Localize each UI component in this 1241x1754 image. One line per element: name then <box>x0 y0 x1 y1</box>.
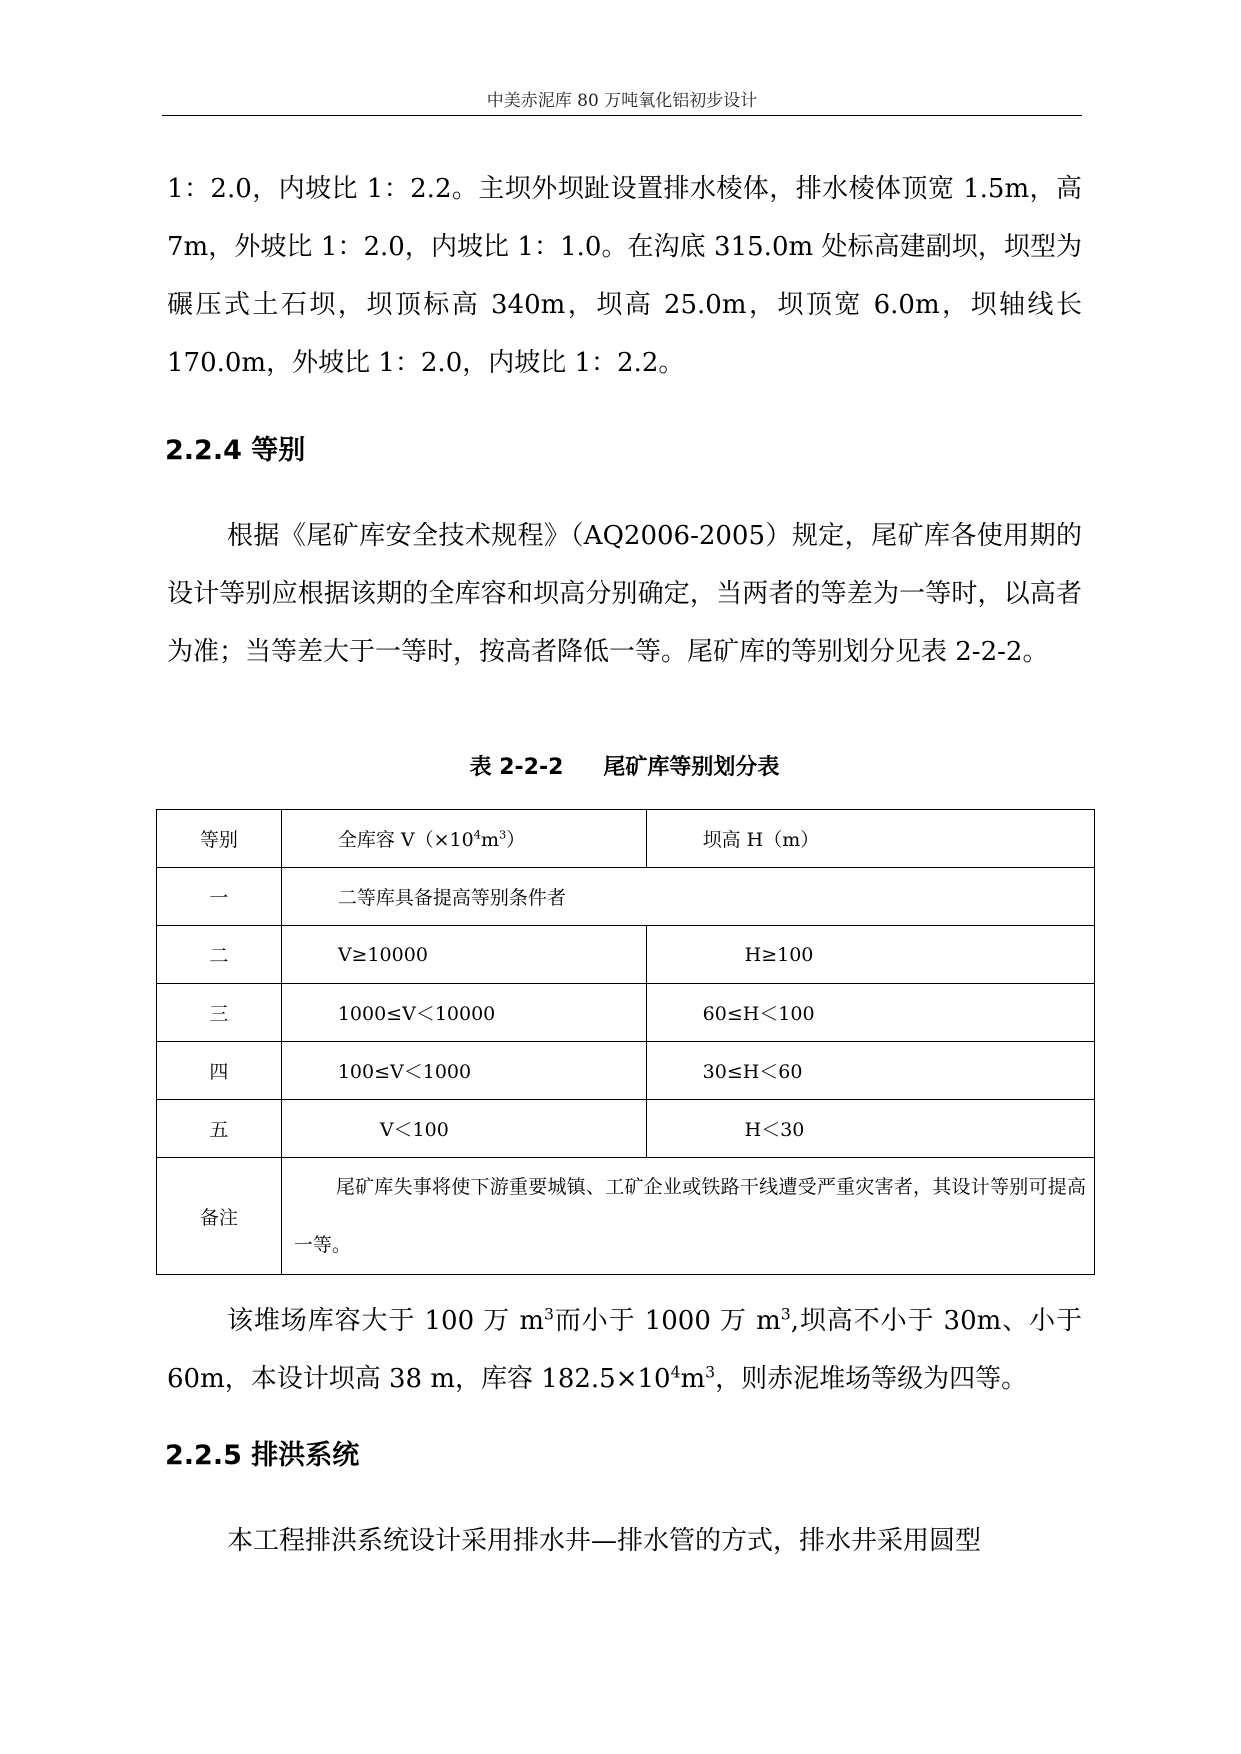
volume-cell: 100≤V＜1000 <box>281 1042 646 1100</box>
header-height: 坝高 H（m） <box>646 810 1094 868</box>
volume-cell: V≥10000 <box>281 926 646 984</box>
page-header: 中美赤泥库 80 万吨氧化铝初步设计 <box>486 91 758 111</box>
grade-cell: 二 <box>157 926 282 984</box>
volume-cell: V＜100 <box>281 1100 646 1158</box>
table-row <box>157 868 1095 926</box>
height-cell: H＜30 <box>646 1100 1094 1158</box>
table-row <box>157 926 1095 984</box>
section-heading-drainage: 2.2.5 排洪系统 <box>165 1440 360 1471</box>
table-row <box>157 1042 1095 1100</box>
header-grade: 等别 <box>157 810 282 868</box>
table-note-row <box>157 1158 1095 1275</box>
table-caption-number: 表 2-2-2 <box>469 755 564 780</box>
paragraph-storage-conclusion: 该堆场库容大于 100 万 $m^3$而小于 1000 万 $m^3$,坝高不小于 30m、小于 60m，本设计坝高 38 m，库容 $182.5\times 10^4m^3$，则赤泥堆场等级为四等。 <box>167 1305 1082 1394</box>
header-divider <box>162 115 1082 116</box>
header-volume: 全库容 $V(\times 10^4m^3)$ <box>281 810 646 868</box>
table-caption <box>167 750 1082 781</box>
note-text: 尾矿库失事将使下游重要城镇、工矿企业或铁路干线遭受严重灾害者，其设计等别可提高一等。 <box>293 1176 1086 1256</box>
paragraph-grade-rules: 根据《尾矿库安全技术规程》（AQ2006-2005）规定，尾矿库各使用期的设计等别应根据该期的全库容和坝高分别确定，当两者的等差为一等时，以高者为准；当等差大于一等时，按高者降低一等。尾矿库的等别划分见表 2-2-2。 <box>167 521 1082 667</box>
paragraph-drainage: 本工程排洪系统设计采用排水井—排水管的方式，排水井采用圆型 <box>227 1526 982 1556</box>
grade-cell: 一 <box>157 868 282 926</box>
grade-cell: 五 <box>157 1100 282 1158</box>
height-cell: 60≤H＜100 <box>646 984 1094 1042</box>
table-header-row <box>157 810 1095 868</box>
note-label: 备注 <box>157 1158 282 1275</box>
table-row <box>157 1100 1095 1158</box>
paragraph-dam-details: 1：2.0，内坡比 1：2.2。主坝外坝趾设置排水棱体，排水棱体顶宽 1.5m，高 7m，外坡比 1：2.0，内坡比 1：1.0。在沟底 315.0m 处标高建副坝，坝型为碾压式土石坝，坝顶标高 340m，坝高 25.0m，坝顶宽 6.0m，坝轴线长 170.0m，外坡比 1：2.0，内坡比 1：2.2。 <box>167 174 1082 378</box>
table-caption-title: 尾矿库等别划分表 <box>603 755 780 780</box>
height-cell: H≥100 <box>646 926 1094 984</box>
table-row <box>157 984 1095 1042</box>
grade-cell: 四 <box>157 1042 282 1100</box>
height-cell: 30≤H＜60 <box>646 1042 1094 1100</box>
section-heading-grade: 2.2.4 等别 <box>165 435 306 466</box>
grade-cell: 三 <box>157 984 282 1042</box>
note-content <box>281 1158 1094 1275</box>
volume-cell: 1000≤V＜10000 <box>281 984 646 1042</box>
grade-classification-table <box>156 809 1095 1275</box>
volume-cell: 二等库具备提高等别条件者 <box>281 868 1094 926</box>
